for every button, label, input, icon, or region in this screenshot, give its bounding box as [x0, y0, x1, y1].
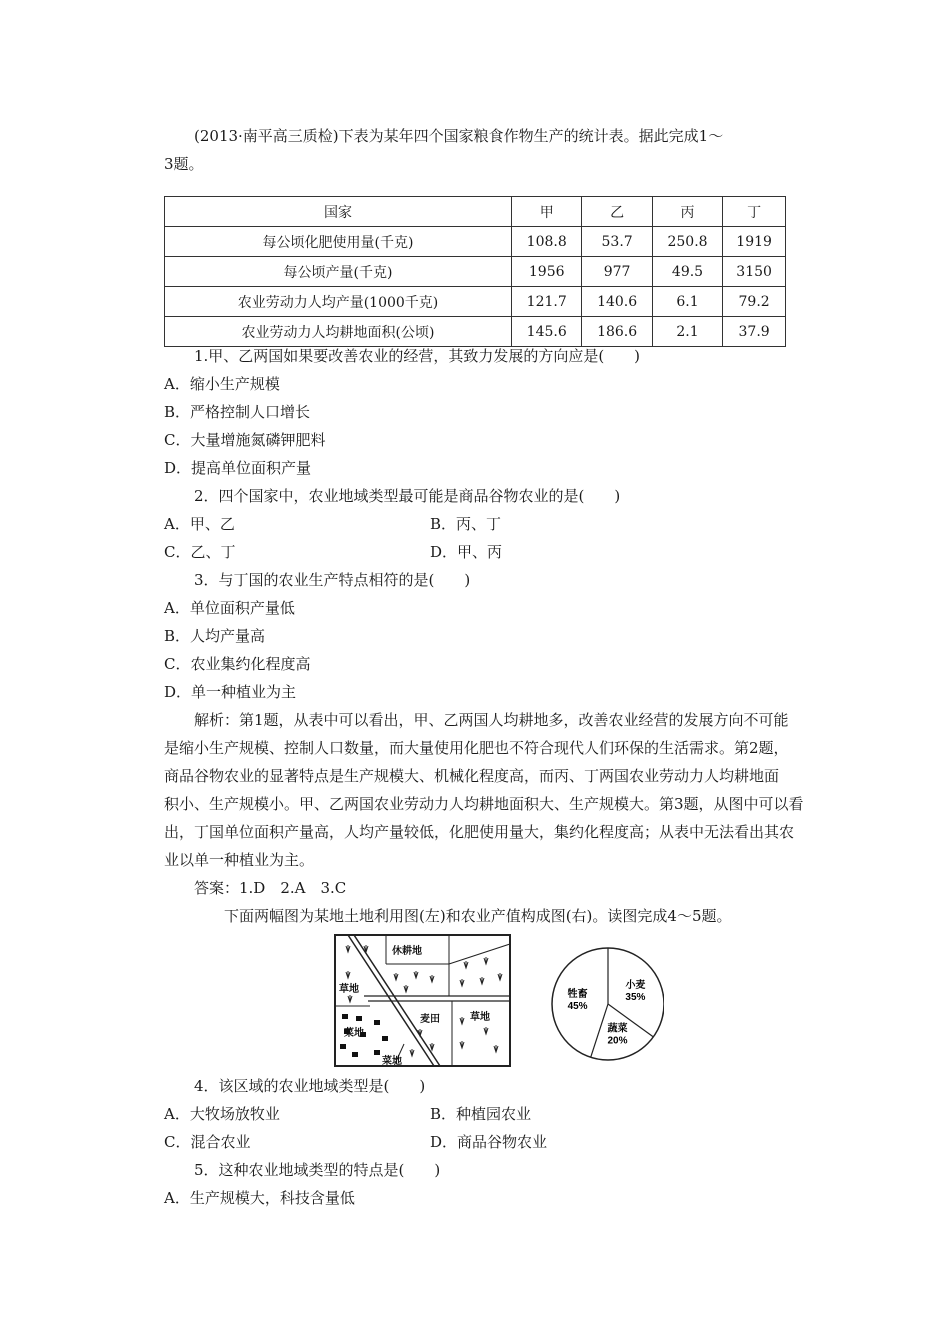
q4-option-b[interactable]: B．种植园农业: [430, 1105, 532, 1123]
q5-stem: 5．这种农业地域类型的特点是( ): [194, 1161, 441, 1179]
row-label: 每公顷化肥使用量(千克): [165, 227, 512, 257]
intro-line-1: (2013·南平高三质检)下表为某年四个国家粮食作物生产的统计表。据此完成1～: [194, 127, 724, 145]
analysis-line-5: 出，丁国单位面积产量高，人均产量较低，化肥使用量大，集约化程度高；从表中无法看出其农: [164, 823, 795, 841]
map-label-grass-2: 草地: [470, 1012, 490, 1023]
q1-option-c[interactable]: C．大量增施氮磷钾肥料: [164, 431, 326, 449]
map-label-veg-2: 菜地: [382, 1056, 402, 1067]
cell: 3150: [723, 257, 786, 287]
land-use-and-pie-figure: [334, 934, 664, 1074]
table-row: [165, 287, 786, 317]
q1-option-b[interactable]: B．严格控制人口增长: [164, 403, 311, 421]
cell: 37.9: [723, 317, 786, 347]
table-row: [165, 227, 786, 257]
cell: 53.7: [582, 227, 652, 257]
pie-slice-label: 20%: [607, 1035, 628, 1047]
q4-option-a[interactable]: A．大牧场放牧业: [164, 1105, 280, 1123]
land-use-map: [335, 935, 510, 1067]
pie-slice-label: 35%: [625, 992, 646, 1004]
q2-option-a[interactable]: A．甲、乙: [164, 515, 235, 533]
cell: 140.6: [582, 287, 652, 317]
row-label: 农业劳动力人均耕地面积(公顷): [165, 317, 512, 347]
cell: 977: [582, 257, 652, 287]
analysis-line-4: 积小、生产规模小。甲、乙两国农业劳动力人均耕地面积大、生产规模大。第3题，从图中可以看: [164, 795, 804, 813]
cell: 1919: [723, 227, 786, 257]
q1-option-a[interactable]: A．缩小生产规模: [164, 375, 280, 393]
answer-line: 答案：1.D 2.A 3.C: [194, 879, 347, 897]
statistics-table: [164, 196, 786, 347]
q3-option-c[interactable]: C．农业集约化程度高: [164, 655, 311, 673]
q5-option-a[interactable]: A．生产规模大，科技含量低: [164, 1189, 355, 1207]
q2-option-b[interactable]: B．丙、丁: [430, 515, 502, 533]
q3-option-a[interactable]: A．单位面积产量低: [164, 599, 295, 617]
cell: 121.7: [512, 287, 582, 317]
row-label: 农业劳动力人均产量(1000千克): [165, 287, 512, 317]
q3-option-b[interactable]: B．人均产量高: [164, 627, 266, 645]
table-header-row: [165, 197, 786, 227]
header-yi: 乙: [582, 197, 652, 227]
pie-slice-name: 蔬菜: [607, 1023, 628, 1035]
analysis-line-6: 业以单一种植业为主。: [164, 851, 315, 869]
q4-option-d[interactable]: D．商品谷物农业: [430, 1133, 548, 1151]
map-label-fallow: 休耕地: [392, 946, 422, 957]
intro-line-2: 3题。: [164, 155, 204, 173]
pie-slice-label: 45%: [567, 1001, 588, 1013]
q1-stem: 1.甲、乙两国如果要改善农业的经营，其致力发展的方向应是( ): [194, 347, 641, 365]
cell: 79.2: [723, 287, 786, 317]
row-label: 每公顷产量(千克): [165, 257, 512, 287]
cell: 108.8: [512, 227, 582, 257]
analysis-line-2: 是缩小生产规模、控制人口数量，而大量使用化肥也不符合现代人们环保的生活需求。第2题，: [164, 739, 789, 757]
cell: 186.6: [582, 317, 652, 347]
cell: 145.6: [512, 317, 582, 347]
header-bing: 丙: [652, 197, 722, 227]
q2-stem: 2．四个国家中，农业地域类型最可能是商品谷物农业的是( ): [194, 487, 621, 505]
q2-option-c[interactable]: C．乙、丁: [164, 543, 236, 561]
header-country: 国家: [165, 197, 512, 227]
cell: 2.1: [652, 317, 722, 347]
pie-slice-name: 牲畜: [567, 989, 588, 1001]
cell: 6.1: [652, 287, 722, 317]
analysis-line-1: 解析：第1题，从表中可以看出，甲、乙两国人均耕地多，改善农业经营的发展方向不可能: [194, 711, 789, 729]
header-jia: 甲: [512, 197, 582, 227]
pie-slice-name: 小麦: [625, 980, 646, 992]
header-ding: 丁: [723, 197, 786, 227]
map-label-veg-1: 菜地: [344, 1028, 364, 1039]
q1-option-d[interactable]: D．提高单位面积产量: [164, 459, 312, 477]
cell: 250.8: [652, 227, 722, 257]
table-row: [165, 257, 786, 287]
q4-option-c[interactable]: C．混合农业: [164, 1133, 251, 1151]
cell: 49.5: [652, 257, 722, 287]
q2-option-d[interactable]: D．甲、丙: [430, 543, 503, 561]
output-pie-chart: [552, 948, 664, 1060]
analysis-line-3: 商品谷物农业的显著特点是生产规模大、机械化程度高，而丙、丁两国农业劳动力人均耕地面: [164, 767, 780, 785]
map-label-grass-1: 草地: [339, 984, 359, 995]
map-label-wheat: 麦田: [420, 1014, 440, 1025]
cell: 1956: [512, 257, 582, 287]
q3-stem: 3．与丁国的农业生产特点相符的是( ): [194, 571, 471, 589]
q3-option-d[interactable]: D．单一种植业为主: [164, 683, 297, 701]
intro-2: 下面两幅图为某地土地利用图(左)和农业产值构成图(右)。读图完成4～5题。: [224, 907, 732, 925]
q4-stem: 4．该区域的农业地域类型是( ): [194, 1077, 426, 1095]
